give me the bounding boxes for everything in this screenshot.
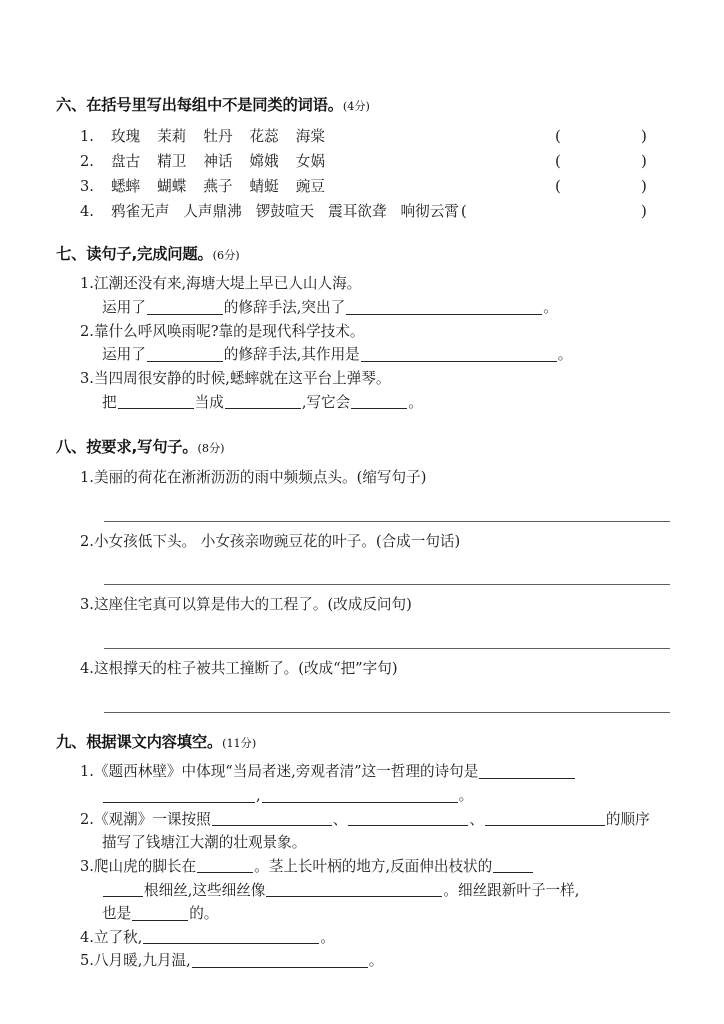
answer-paren-open: ( [460, 201, 467, 220]
question-text: 也是 [102, 905, 132, 923]
question-text: 爬山虎的脚长在 [93, 857, 197, 875]
fill-blank[interactable] [212, 811, 332, 826]
answer-prompt: 当成 [194, 393, 224, 411]
question-number: 2. [80, 322, 94, 340]
fill-blank[interactable] [143, 930, 319, 945]
fill-blank[interactable] [266, 882, 442, 897]
fill-blank[interactable] [493, 859, 533, 874]
answer-write-line[interactable] [56, 681, 670, 721]
answer-comma: , [256, 786, 261, 804]
answer-paren-close: ) [641, 126, 647, 145]
question-text: 。细丝跟新叶子一样, [443, 881, 580, 899]
word-item: 神话 [203, 152, 233, 170]
word-item: 海棠 [295, 127, 325, 145]
section-nine-heading [56, 731, 670, 755]
word-group-row [56, 149, 670, 174]
section-nine-score: (11分) [222, 736, 257, 750]
answer-period: 。 [543, 299, 558, 317]
question-number: 4. [80, 928, 94, 946]
word-item: 锣鼓喧天 [255, 202, 315, 220]
section-nine-title: 九、根据课文内容填空。 [56, 732, 223, 751]
section-seven-title: 七、读句子,完成问题。 [56, 244, 213, 263]
section-six-heading [56, 94, 670, 118]
question-fill-row [56, 760, 670, 784]
question-text: 美丽的荷花在淅淅沥沥的雨中频频点头。(缩写句子) [93, 469, 427, 487]
answer-separator: 、 [332, 810, 348, 828]
answer-paren-open: ( [555, 126, 561, 145]
question-sentence [56, 320, 670, 344]
question-fill-row [56, 855, 670, 879]
answer-period: 。 [408, 393, 423, 411]
question-fill-row [56, 879, 670, 903]
word-group-row [56, 199, 670, 225]
question-fill-row [56, 926, 670, 950]
fill-blank[interactable] [103, 882, 143, 897]
question-fill-row [56, 902, 670, 926]
fill-blank[interactable] [197, 859, 253, 874]
question-text: 《题西林壁》中体现“当局者迷,旁观者清”这一哲理的诗句是 [93, 763, 479, 781]
question-text: 描写了钱塘江大潮的壮观景象。 [102, 834, 307, 852]
section-eight-score: (8分) [197, 442, 225, 456]
word-item: 嫦娥 [249, 152, 279, 170]
question-text: 。茎上长叶柄的地方,反面伸出枝状的 [254, 857, 493, 875]
question-fill-row [56, 949, 670, 973]
section-six-title: 六、在括号里写出每组中不是同类的词语。 [56, 96, 343, 114]
question-text: 立了秋, [93, 928, 143, 946]
word-group-number: 4. [80, 202, 94, 220]
question-answer-row [56, 343, 670, 367]
section-seven [56, 243, 670, 415]
question-number: 3. [80, 857, 94, 875]
word-item: 花蕊 [249, 127, 279, 145]
question-text-row [56, 831, 670, 855]
answer-period: 。 [320, 928, 335, 946]
answer-prompt: 运用了 [102, 346, 146, 364]
question-number: 3. [80, 370, 94, 388]
answer-prompt: ,写它会 [301, 393, 351, 411]
answer-paren-open: ( [555, 176, 561, 195]
fill-blank[interactable] [351, 394, 407, 409]
answer-prompt: 的修辞手法,突出了 [223, 299, 346, 317]
question-sentence [56, 272, 670, 296]
fill-blank[interactable] [262, 788, 458, 803]
question-text: 这座住宅真可以算是伟大的工程了。(改成反问句) [93, 596, 412, 614]
question-answer-row [56, 296, 670, 320]
question-number: 4. [80, 659, 94, 677]
answer-paren-close: ) [641, 176, 647, 195]
answer-paren-close: ) [641, 201, 647, 220]
fill-blank[interactable] [348, 811, 468, 826]
fill-blank[interactable] [225, 394, 301, 409]
word-item: 豌豆 [295, 177, 325, 195]
word-group-row [56, 124, 670, 149]
word-item: 蝴蝶 [157, 177, 187, 195]
question-sentence [56, 466, 670, 490]
word-group-number: 2. [80, 152, 94, 170]
question-text: 江潮还没有来,海塘大堤上早已人山人海。 [93, 275, 362, 293]
fill-blank[interactable] [147, 347, 223, 362]
question-text: 《观潮》一课按照 [93, 810, 211, 828]
question-number: 2. [80, 810, 94, 828]
section-eight-heading [56, 436, 670, 460]
answer-paren-open: ( [555, 151, 561, 170]
answer-period: 。 [368, 952, 384, 970]
word-item: 茉莉 [157, 127, 187, 145]
word-item: 响彻云霄 [400, 202, 459, 220]
word-group-number: 3. [80, 177, 94, 195]
question-number: 5. [80, 952, 94, 970]
question-number: 1. [80, 275, 94, 293]
section-eight-title: 八、按要求,写句子。 [56, 438, 198, 457]
fill-blank[interactable] [147, 300, 223, 315]
answer-period: 。 [458, 786, 474, 804]
word-item: 人声鼎沸 [183, 202, 242, 220]
answer-write-line[interactable] [56, 553, 670, 593]
fill-blank[interactable] [132, 906, 188, 921]
question-fill-row [56, 808, 670, 832]
word-group-number: 1. [80, 127, 94, 145]
answer-prompt: 把 [102, 393, 117, 411]
question-text: 八月暖,九月温, [93, 952, 191, 970]
fill-blank[interactable] [479, 764, 575, 779]
answer-paren-close: ) [641, 151, 647, 170]
question-answer-row [56, 391, 670, 415]
question-text: 小女孩低下头。 小女孩亲吻豌豆花的叶子。(合成一句话) [93, 532, 461, 550]
fill-blank[interactable] [361, 347, 557, 362]
fill-blank[interactable] [346, 300, 542, 315]
question-fill-row [56, 784, 670, 808]
word-group-row [56, 174, 670, 199]
question-text: 当四周很安静的时候,蟋蟀就在这平台上弹琴。 [93, 370, 391, 388]
section-eight [56, 436, 670, 720]
fill-blank[interactable] [103, 788, 255, 803]
word-item: 玫瑰 [110, 127, 141, 145]
question-sentence [56, 530, 670, 554]
word-item: 蜻蜓 [249, 177, 279, 195]
section-six-score: (4分) [342, 100, 370, 113]
question-text: 的顺序 [605, 810, 650, 828]
word-item: 蟋蟀 [110, 177, 141, 195]
section-seven-heading [56, 243, 670, 267]
answer-period: 。 [557, 346, 573, 364]
question-number: 3. [80, 596, 94, 614]
fill-blank[interactable] [192, 953, 368, 968]
word-item: 女娲 [295, 152, 325, 170]
question-sentence [56, 593, 670, 617]
question-number: 1. [80, 763, 94, 781]
answer-separator: 、 [469, 810, 484, 828]
section-seven-score: (6分) [212, 248, 240, 262]
word-item: 牡丹 [203, 127, 233, 145]
word-item: 燕子 [203, 177, 233, 195]
question-text: 这根撑天的柱子被共工撞断了。(改成“把”字句) [93, 659, 398, 677]
word-item: 盘古 [110, 152, 141, 170]
word-item: 精卫 [157, 152, 187, 170]
question-number: 2. [80, 532, 94, 550]
fill-blank[interactable] [485, 811, 605, 826]
exam-content [56, 94, 670, 975]
question-text: 靠什么呼风唤雨呢?靠的是现代科学技术。 [93, 322, 365, 340]
section-nine [56, 731, 670, 973]
answer-write-line[interactable] [56, 490, 670, 530]
answer-write-line[interactable] [56, 617, 670, 657]
question-sentence [56, 657, 670, 681]
question-number: 1. [80, 469, 94, 487]
question-sentence [56, 367, 670, 391]
fill-blank[interactable] [118, 394, 194, 409]
section-six [56, 94, 670, 225]
word-item: 震耳欲聋 [328, 202, 387, 220]
answer-prompt: 运用了 [102, 299, 146, 317]
answer-prompt: 的修辞手法,其作用是 [223, 346, 360, 364]
question-text: 根细丝,这些细丝像 [144, 881, 266, 899]
question-text: 的。 [189, 905, 219, 923]
word-item: 鸦雀无声 [110, 202, 170, 220]
